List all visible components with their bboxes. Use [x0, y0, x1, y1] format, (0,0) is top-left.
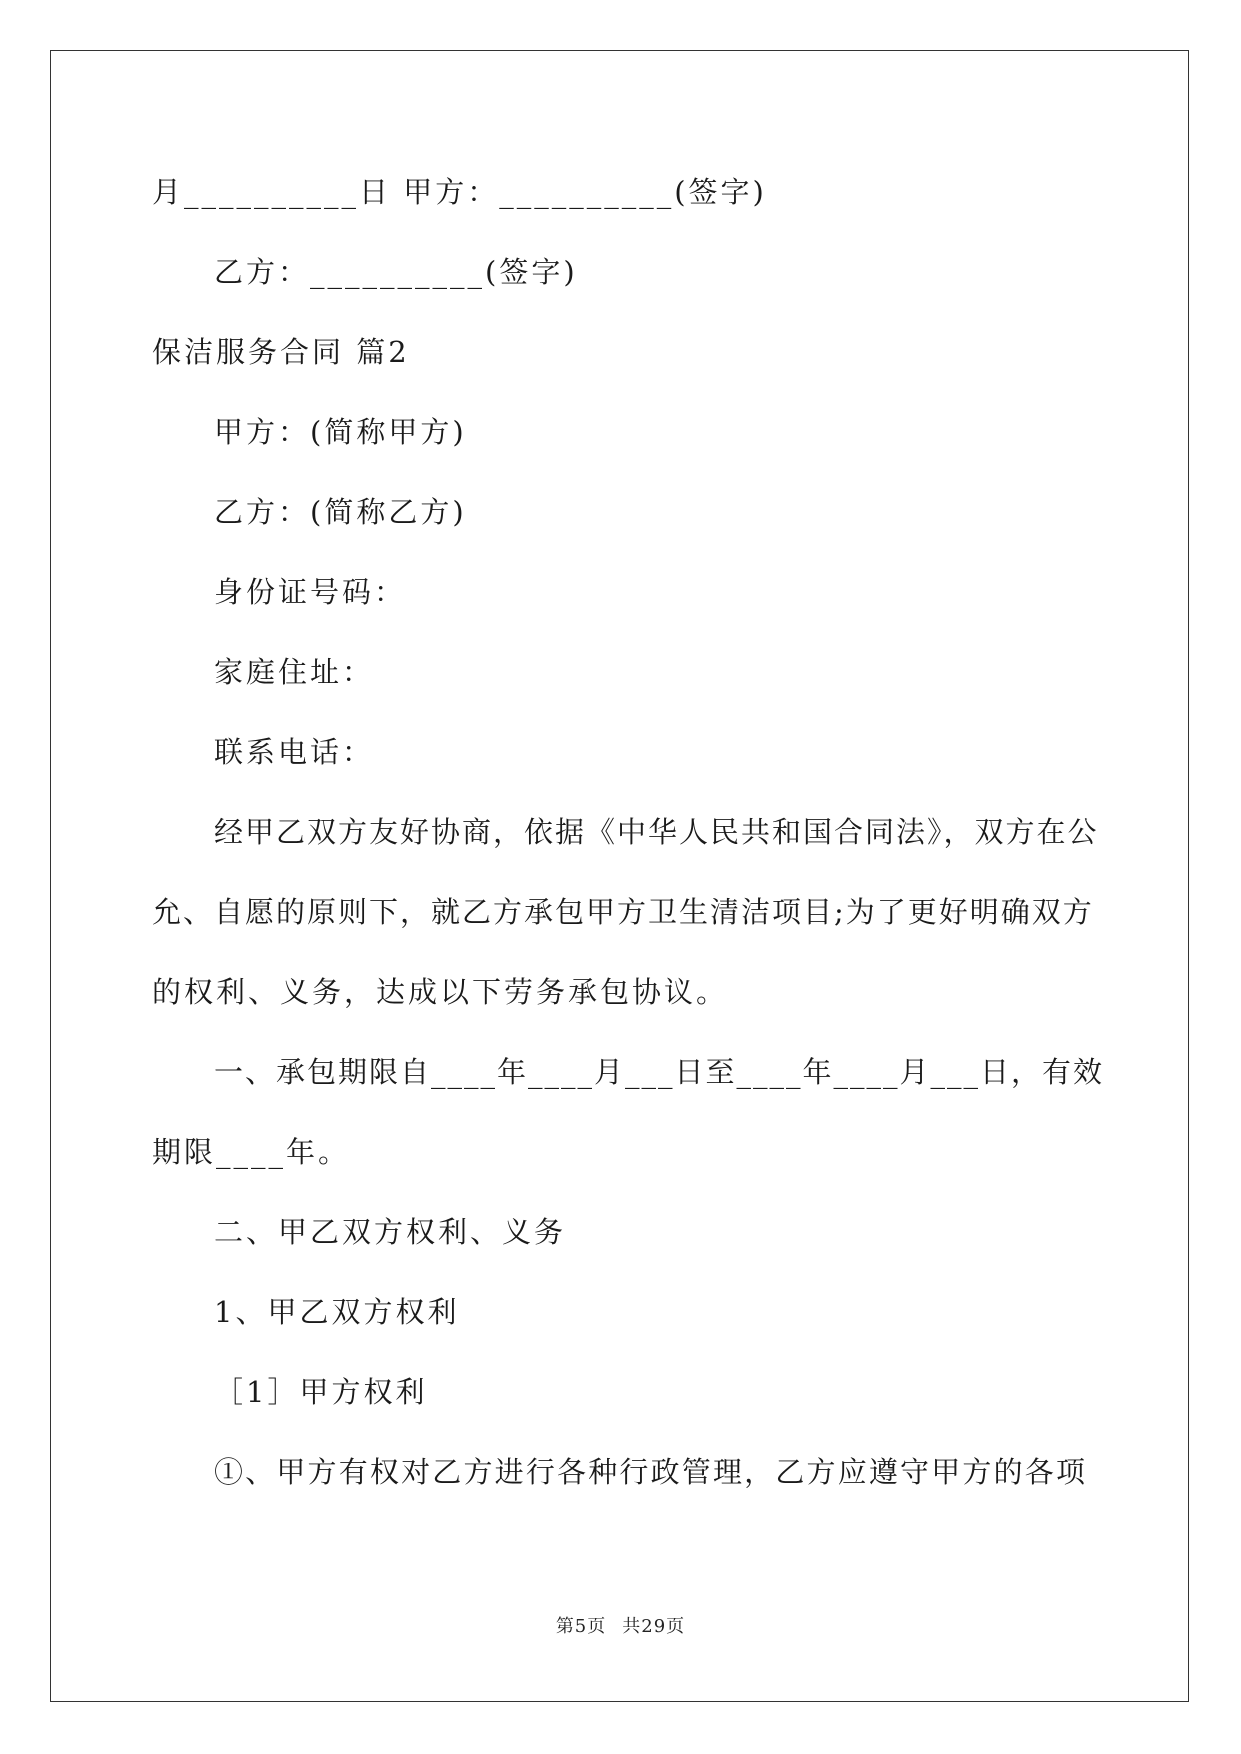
- page-number: 第5页: [555, 1616, 607, 1637]
- preamble-line-2: 允、自愿的原则下，就乙方承包甲方卫生清洁项目;为了更好明确双方: [152, 895, 1094, 929]
- signature-line-party-a: 月__________日 甲方：__________(签字): [152, 175, 767, 209]
- preamble-line-3: 的权利、义务，达成以下劳务承包协议。: [152, 975, 729, 1009]
- party-a-rights-heading: ［1］甲方权利: [214, 1375, 428, 1409]
- term-clause-line-1: 一、承包期限自____年____月___日至____年____月___日，有效: [214, 1055, 1105, 1089]
- rights-item-1: ①、甲方有权对乙方进行各种行政管理，乙方应遵守甲方的各项: [214, 1455, 1087, 1489]
- page-footer: [0, 1612, 1241, 1638]
- party-b-line: 乙方：(简称乙方): [214, 495, 467, 529]
- rights-section-heading: 二、甲乙双方权利、义务: [214, 1215, 567, 1249]
- party-a-line: 甲方：(简称甲方): [214, 415, 467, 449]
- page-total: 共29页: [622, 1616, 686, 1637]
- section-heading: 保洁服务合同 篇2: [152, 335, 410, 369]
- rights-subheading: 1、甲乙双方权利: [214, 1295, 460, 1329]
- home-address-line: 家庭住址：: [214, 655, 375, 689]
- preamble-line-1: 经甲乙双方友好协商，依据《中华人民共和国合同法》，双方在公: [214, 815, 1099, 849]
- phone-line: 联系电话：: [214, 735, 375, 769]
- signature-line-party-b: 乙方：__________(签字): [214, 255, 578, 289]
- term-clause-line-2: 期限____年。: [152, 1135, 351, 1169]
- id-number-line: 身份证号码：: [214, 575, 407, 609]
